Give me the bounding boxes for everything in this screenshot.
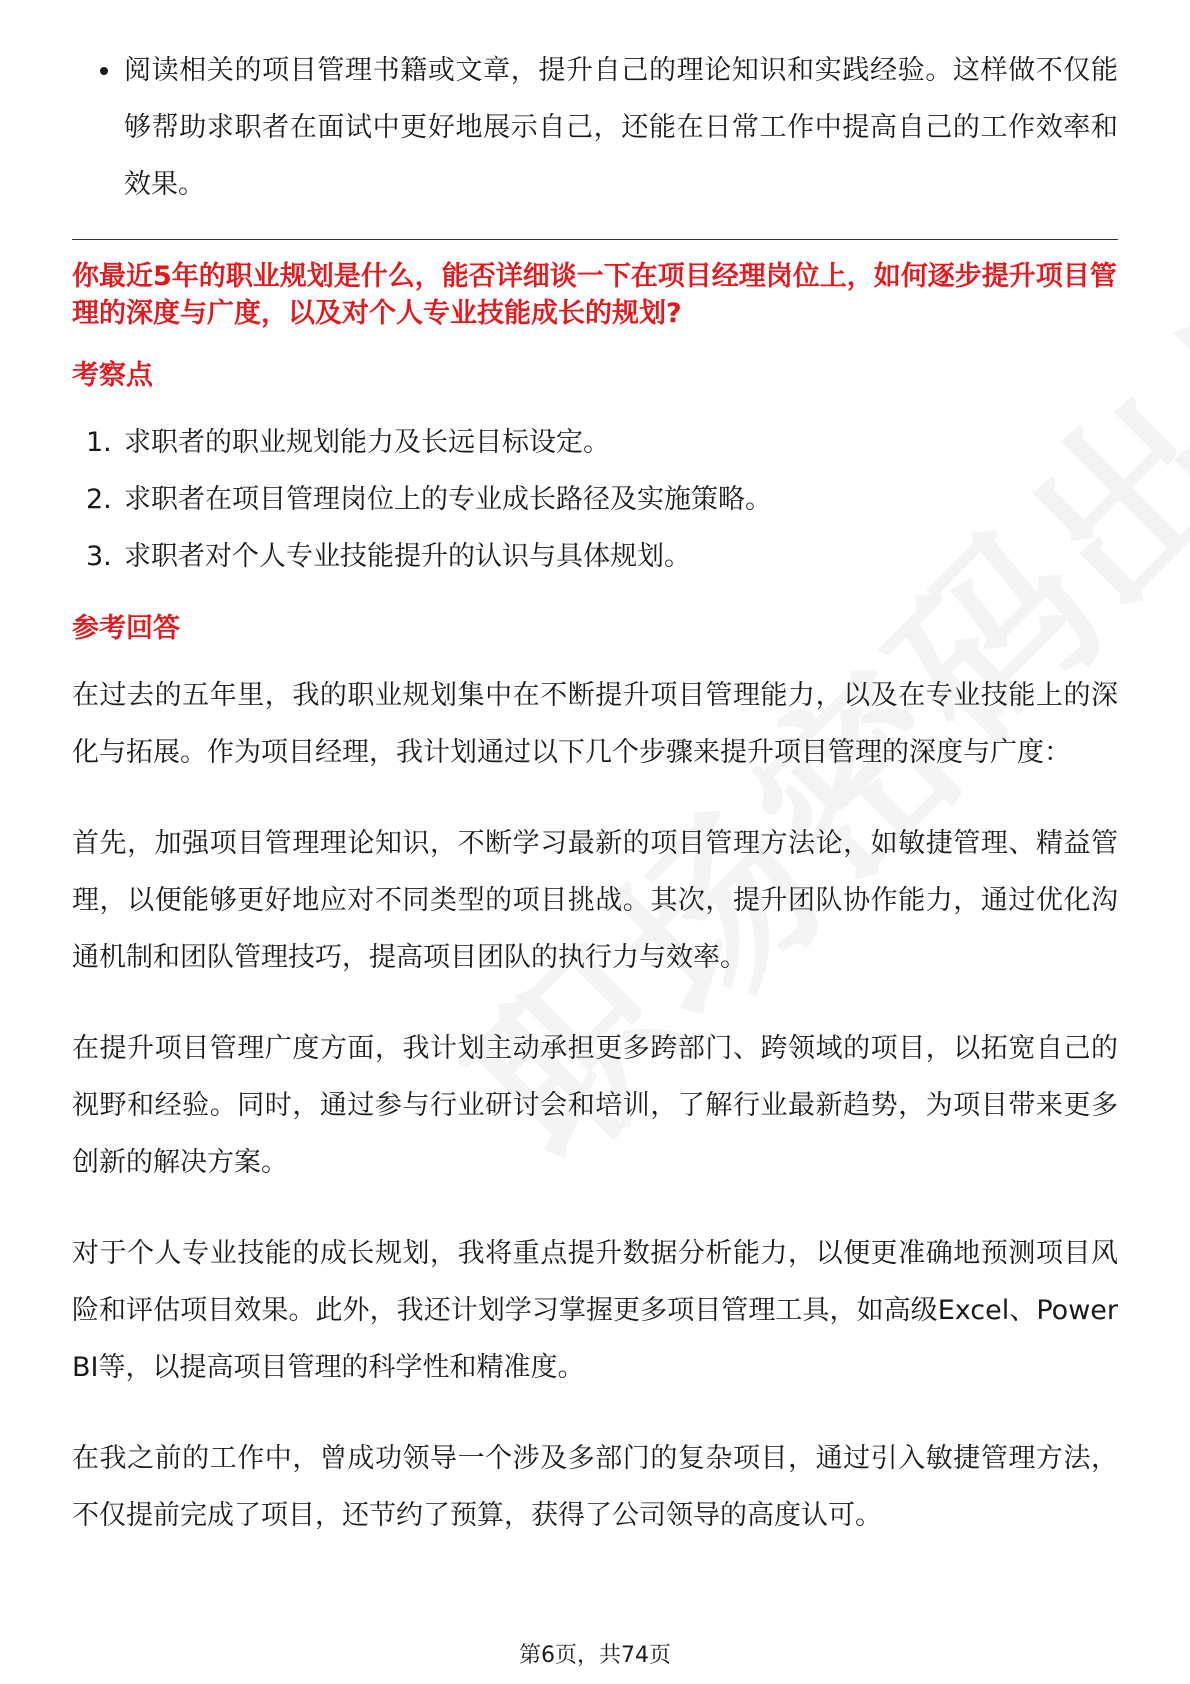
interview-question: 你最近5年的职业规划是什么，能否详细谈一下在项目经理岗位上，如何逐步提升项目管理的深度与广度，以及对个人专业技能成长的规划? xyxy=(72,261,1117,329)
list-item xyxy=(72,414,1118,471)
section-divider xyxy=(72,239,1118,240)
list-text: 求职者在项目管理岗位上的专业成长路径及实施策略。 xyxy=(124,484,772,515)
list-item: 阅读相关的项目管理书籍或文章，提升自己的理论知识和实践经验。这样做不仅能够帮助求职者在面试中更好地展示自己，还能在日常工作中提高自己的工作效率和效果。 xyxy=(72,42,1118,213)
intro-bullet-list xyxy=(72,42,1118,213)
list-text: 求职者对个人专业技能提升的认识与具体规划。 xyxy=(124,541,691,572)
list-number: 2. xyxy=(86,484,112,515)
answer-heading: 参考回答 xyxy=(72,613,180,644)
list-number: 1. xyxy=(86,427,112,458)
answer-paragraph: 在提升项目管理广度方面，我计划主动承担更多跨部门、跨领域的项目，以拓宽自己的视野和经验。同时，通过参与行业研讨会和培训，了解行业最新趋势，为项目带来更多创新的解决方案。 xyxy=(72,1033,1118,1178)
document-body xyxy=(72,42,1118,1578)
list-item xyxy=(72,471,1118,528)
answer-paragraph: 对于个人专业技能的成长规划，我将重点提升数据分析能力，以便更准确地预测项目风险和评估项目效果。此外，我还计划学习掌握更多项目管理工具，如高级Excel、Power BI等，以提高项目管理的科学性和精准度。 xyxy=(72,1238,1118,1383)
focus-heading: 考察点 xyxy=(72,360,153,391)
answer-paragraph: 首先，加强项目管理理论知识，不断学习最新的项目管理方法论，如敏捷管理、精益管理，以便能够更好地应对不同类型的项目挑战。其次，提升团队协作能力，通过优化沟通机制和团队管理技巧，提高项目团队的执行力与效率。 xyxy=(72,828,1118,973)
list-item xyxy=(72,528,1118,585)
page-number: 第6页，共74页 xyxy=(519,1643,671,1668)
focus-list xyxy=(72,414,1118,585)
list-number: 3. xyxy=(86,541,112,572)
list-text: 求职者的职业规划能力及长远目标设定。 xyxy=(124,427,610,458)
answer-paragraph: 在过去的五年里，我的职业规划集中在不断提升项目管理能力，以及在专业技能上的深化与拓展。作为项目经理，我计划通过以下几个步骤来提升项目管理的深度与广度： xyxy=(72,680,1118,768)
answer-paragraph: 在我之前的工作中，曾成功领导一个涉及多部门的复杂项目，通过引入敏捷管理方法，不仅提前完成了项目，还节约了预算，获得了公司领导的高度认可。 xyxy=(72,1443,1118,1531)
